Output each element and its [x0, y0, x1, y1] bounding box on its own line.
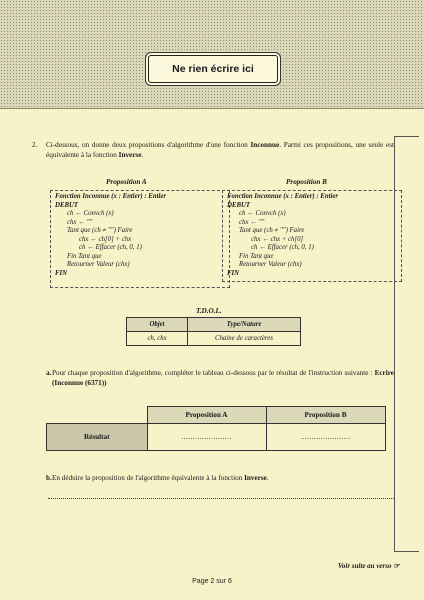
algo-line: chx ← chx + ch[0] — [251, 235, 304, 243]
empty-cell — [47, 407, 148, 424]
algo-line: Tant que (ch ≠ "") Faire — [67, 227, 133, 234]
result-header: Proposition B — [266, 407, 385, 424]
tdol-cell: ch, chx — [127, 332, 188, 346]
algo-line: DEBUT — [227, 201, 251, 209]
intro-text-mid: . Parmi ces propositions, une seule est équivalente à la fonction — [46, 141, 394, 159]
result-row-label: Résultat — [47, 424, 148, 451]
algo-line: chx ← "" — [67, 218, 93, 226]
algo-line: Fonction Inconnue (x : Entier) : Entier — [227, 193, 339, 200]
algorithm-b — [222, 190, 402, 282]
banner: Ne rien écrire ici — [148, 55, 278, 83]
algo-line: Retourner Valeur (chx) — [67, 261, 130, 268]
algo-line: chx ← "" — [239, 218, 265, 226]
intro-text: Ci-dessous, on donne deux propositions d'algorithme d'une fonction — [46, 141, 251, 149]
result-b-field[interactable] — [266, 424, 385, 451]
proposition-a-title: Proposition A — [106, 178, 147, 186]
instruction: Ecrire (Inconnue (6371)) — [52, 369, 394, 387]
algo-line: Fin Tant que — [67, 252, 102, 260]
algorithm-a — [50, 190, 230, 288]
verso-note: Voir suite au verso ☞ — [338, 562, 400, 570]
function-name-inverse: Inverse — [118, 151, 142, 159]
question-b — [46, 474, 394, 482]
tdol-cell: Chaine de caractères — [188, 332, 301, 346]
question-2 — [34, 140, 394, 160]
tdol-header: Type/Nature — [188, 318, 301, 332]
algo-line: Fin Tant que — [239, 252, 274, 260]
proposition-b-title: Proposition B — [286, 178, 327, 186]
tdol-title: T.D.O.L. — [196, 307, 222, 315]
result-table — [46, 406, 386, 451]
tdol-table — [126, 317, 301, 346]
question-text — [34, 140, 394, 160]
question-letter: b. — [46, 474, 52, 482]
question-b-end: . — [266, 474, 269, 482]
algo-line: chx ← ch[0] + chx — [79, 235, 132, 243]
question-number: 2. — [32, 141, 38, 149]
intro-text-end: . — [141, 151, 144, 159]
function-name-inverse: Inverse — [244, 474, 267, 482]
algo-line: FIN — [55, 269, 68, 277]
result-a-field[interactable] — [147, 424, 266, 451]
algo-line: Fonction Inconnue (x : Entier) : Entier — [55, 193, 167, 200]
algo-line: ch ← Convch (x) — [239, 210, 286, 217]
page-number: Page 2 sur 6 — [192, 578, 232, 585]
function-name-inconnue: Inconnue — [250, 141, 280, 149]
question-a-text: Pour chaque proposition d'algorithme, compléter le tableau ci-dessous par le résultat de l'instruction suivante : — [52, 369, 375, 377]
algo-line: Tant que (ch ≠ "") Faire — [239, 227, 305, 234]
algo-line: DEBUT — [55, 201, 79, 209]
answer-line[interactable] — [48, 498, 394, 499]
algo-line: ch ← Convch (x) — [67, 210, 114, 217]
tdol-header: Objet — [127, 318, 188, 332]
result-placeholder: ...................... — [181, 433, 232, 441]
result-placeholder: ...................... — [300, 433, 351, 441]
result-header: Proposition A — [147, 407, 266, 424]
question-b-text: En déduire la proposition de l'algorithme équivalente à la fonction — [52, 474, 245, 482]
algo-line: Retourner Valeur (chx) — [239, 261, 302, 268]
algo-line: FIN — [227, 269, 240, 277]
algo-line: ch ← Effacer (ch, 0, 1) — [251, 244, 314, 251]
question-a — [46, 368, 394, 388]
question-letter: a. — [46, 369, 52, 377]
algo-line: ch ← Effacer (ch, 0, 1) — [79, 244, 142, 251]
